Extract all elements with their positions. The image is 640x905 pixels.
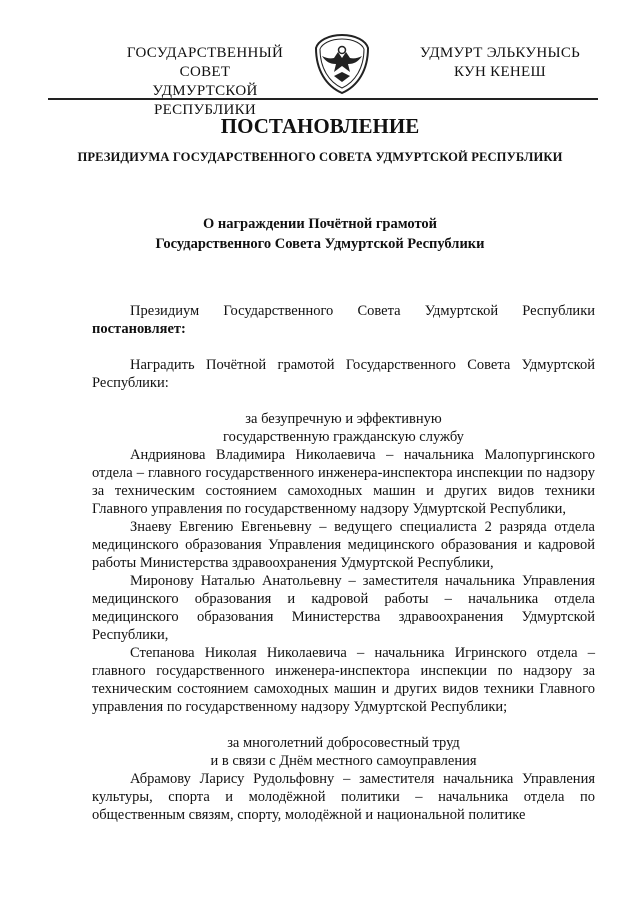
issuer-line-2: УДМУРТСКОЙ РЕСПУБЛИКИ [152, 83, 258, 118]
intro-text: Президиум Государственного Совета Удмуртской Республики [130, 303, 595, 319]
header-divider [48, 98, 598, 100]
document-subtitle: ПРЕЗИДИУМА ГОСУДАРСТВЕННОГО СОВЕТА УДМУРТСКОЙ РЕСПУБЛИКИ [77, 150, 563, 164]
subject-line-1: О награждении Почётной грамотой [202, 216, 438, 232]
awardee-paragraph: Знаеву Евгению Евгеньевну – ведущего специалиста 2 разряда отдела медицинского образования Управления медицинского образования и кадровой работы Министерства здравоохранения Удмуртской Республики, [92, 519, 595, 571]
awardee-paragraph: Абрамову Ларису Рудольфовну – заместителя начальника Управления культуры, спорта и молодёжной политики – начальника отдела по общественным связям, спорту, молодёжной и национальной политике [92, 771, 595, 823]
document-title: ПОСТАНОВЛЕНИЕ [220, 114, 420, 138]
award-paragraph: Наградить Почётной грамотой Государственного Совета Удмуртской Республики: [92, 357, 595, 391]
intro-paragraph [92, 302, 595, 338]
issuer-udmurt-line-2: КУН КЕНЕШ [454, 64, 546, 80]
document-body [92, 302, 595, 824]
section-heading-1b: государственную гражданскую службу [223, 429, 464, 445]
awardee-paragraph: Степанова Николая Николаевича – начальника Игринского отдела – главного государственного инженера-инспектора инспекции по надзору за техническим состоянием самоходных машин и других видов техники Главного управления по государственному надзору Удмуртской Республики; [92, 645, 595, 715]
section-heading-2a: за многолетний добросовестный труд [227, 735, 460, 751]
document-subject [0, 214, 640, 254]
issuer-name-udmurt [400, 44, 600, 82]
intro-resolution: постановляет: [92, 321, 186, 337]
document-header [60, 44, 600, 118]
issuer-name-russian [100, 44, 310, 120]
awardee-paragraph: Миронову Наталью Анатольевну – заместителя начальника Управления медицинского образования и кадровой работы – начальника отдела медицинского образования Министерства здравоохранения Удмуртской Республики, [92, 573, 595, 643]
issuer-udmurt-line-1: УДМУРТ ЭЛЬКУНЫСЬ [419, 45, 581, 61]
subject-line-2: Государственного Совета Удмуртской Республики [155, 236, 485, 252]
section-heading-2b: и в связи с Днём местного самоуправления [210, 753, 477, 769]
issuer-line-1: ГОСУДАРСТВЕННЫЙ СОВЕТ [126, 45, 284, 80]
udmurtia-coat-of-arms-icon [312, 32, 372, 96]
awardee-paragraph: Андриянова Владимира Николаевича – начальника Малопургинского отдела – главного государственного инженера-инспектора инспекции по надзору за техническим состоянием самоходных машин и других видов техники Главного управления по государственному надзору Удмуртской Республики, [92, 447, 595, 517]
section-heading-1a: за безупречную и эффективную [245, 411, 442, 427]
